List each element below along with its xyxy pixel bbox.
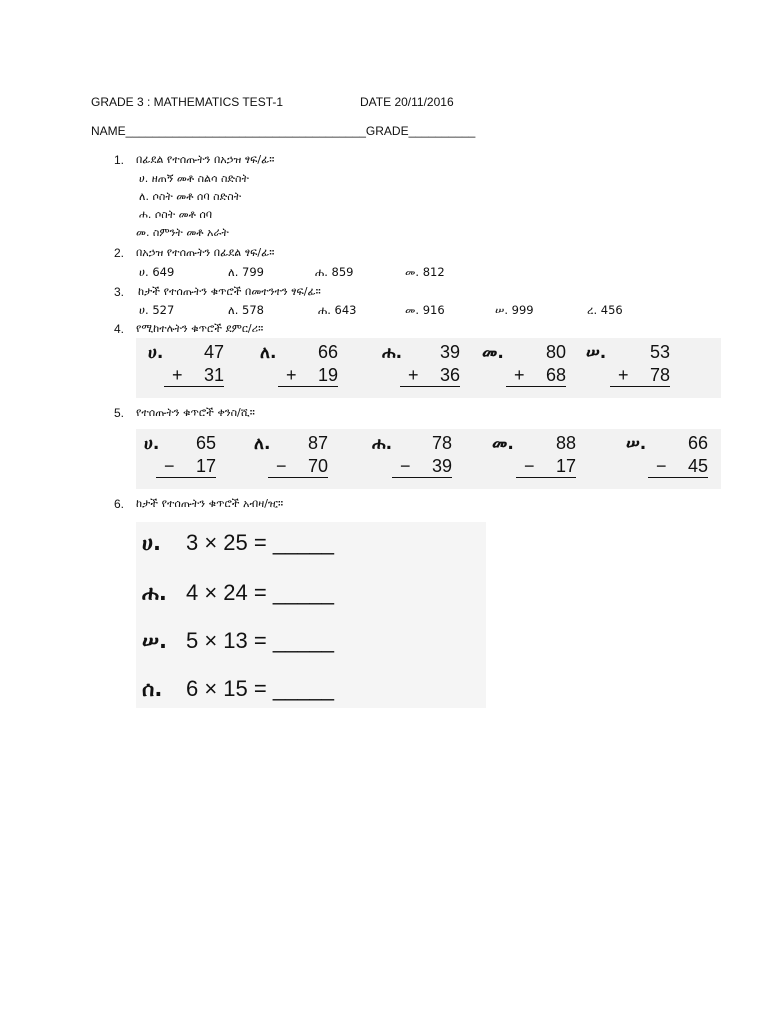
q3-item: ሀ. 527: [139, 303, 175, 317]
problem-bottom-row: [516, 456, 576, 478]
problem-bottom-row: [648, 456, 708, 478]
q1-item: መ. ስምንት መቶ አራት: [136, 226, 229, 239]
q1-item: ሀ. ዘጠኝ መቶ ስልሳ ስድስት: [139, 172, 249, 185]
question-6-number: 6.: [113, 497, 124, 511]
minus-sign: −: [656, 456, 667, 476]
question-4-text: የሚከተሉትን ቁጥሮች ደምር/ሪ።: [136, 322, 264, 335]
plus-sign: +: [408, 365, 419, 385]
problem-letter: ሀ.: [144, 434, 160, 454]
question-2-text: በአኃዝ የተሰጡትን በፊደል ፃፍ/ፊ።: [136, 246, 275, 259]
problem-top-number: 78: [431, 433, 452, 453]
question-6-text: ከታች የተሰጡትን ቁጥሮች አብዛ/ዢ።: [136, 497, 284, 510]
problem-top-number: 66: [317, 342, 338, 362]
problem-bottom-number: 17: [195, 456, 216, 476]
problem-bottom-row: [156, 456, 216, 478]
problem-bottom-number: 31: [203, 365, 224, 385]
multiplication-problem: [142, 580, 334, 606]
minus-sign: −: [164, 456, 175, 476]
q3-item: ሐ. 643: [318, 303, 357, 317]
problem-top-number: 47: [203, 342, 224, 362]
problem-letter: ሠ.: [626, 434, 647, 454]
problem-bottom-row: [506, 365, 566, 387]
problem-expression: 5 × 13 = _____: [186, 628, 335, 653]
problem-expression: 4 × 24 = _____: [186, 580, 335, 605]
problem-bottom-row: [278, 365, 338, 387]
q1-item: ሐ. ሶስት መቶ ሰባ: [139, 208, 213, 221]
problem-top-number: 39: [439, 342, 460, 362]
q3-item: ለ. 578: [228, 303, 264, 317]
multiplication-problems-panel: [136, 522, 486, 708]
minus-sign: −: [276, 456, 287, 476]
problem-bottom-number: 19: [317, 365, 338, 385]
problem-letter: ሠ.: [586, 343, 607, 363]
q3-item: መ. 916: [405, 303, 445, 317]
problem-bottom-row: [392, 456, 452, 478]
problem-letter: ሰ.: [142, 677, 163, 701]
problem-bottom-row: [268, 456, 328, 478]
problem-top-number: 80: [545, 342, 566, 362]
problem-bottom-number: 39: [431, 456, 452, 476]
question-3-number: 3.: [113, 285, 124, 299]
problem-expression: 3 × 25 = _____: [186, 530, 335, 555]
subtraction-problems-panel: [136, 429, 721, 489]
problem-letter: ሐ.: [142, 581, 167, 605]
question-2-number: 2.: [113, 246, 124, 260]
problem-letter: መ.: [482, 343, 504, 363]
problem-bottom-number: 68: [545, 365, 566, 385]
problem-top-number: 66: [687, 433, 708, 453]
q2-item: ሐ. 859: [315, 265, 354, 279]
problem-bottom-number: 78: [649, 365, 670, 385]
plus-sign: +: [286, 365, 297, 385]
problem-expression: 6 × 15 = _____: [186, 676, 335, 701]
plus-sign: +: [618, 365, 629, 385]
problem-bottom-number: 70: [307, 456, 328, 476]
question-1-text: በፊደል የተሰጡትን በአኃዝ ፃፍ/ፊ።: [136, 153, 275, 166]
problem-letter: ሀ.: [148, 343, 164, 363]
problem-bottom-number: 17: [555, 456, 576, 476]
minus-sign: −: [400, 456, 411, 476]
problem-letter: ሐ.: [382, 343, 403, 363]
problem-bottom-number: 36: [439, 365, 460, 385]
problem-bottom-row: [164, 365, 224, 387]
problem-letter: ሠ.: [142, 629, 168, 653]
problem-top-number: 53: [649, 342, 670, 362]
test-title: GRADE 3 : MATHEMATICS TEST-1: [91, 95, 284, 109]
q1-item: ለ. ሶስት መቶ ሰባ ስድስት: [139, 190, 242, 203]
multiplication-problem: [142, 628, 334, 654]
problem-letter: ሐ.: [372, 434, 393, 454]
question-5-text: የተሰጡትን ቁጥሮች ቀንስ/ሺ።: [136, 406, 255, 419]
minus-sign: −: [524, 456, 535, 476]
question-3-text: ከታች የተሰጡትን ቁጥሮች በመተንተን ፃፍ/ፊ።: [138, 285, 321, 298]
addition-problems-panel: [136, 338, 721, 398]
multiplication-problem: [142, 676, 334, 702]
name-grade-line: NAME____________________________________GRADE__________: [91, 124, 476, 138]
problem-top-number: 65: [195, 433, 216, 453]
q2-item: መ. 812: [405, 265, 445, 279]
problem-letter: ለ.: [260, 343, 277, 363]
question-5-number: 5.: [113, 406, 124, 420]
problem-bottom-number: 45: [687, 456, 708, 476]
problem-letter: ሀ.: [142, 531, 161, 555]
q2-item: ሀ. 649: [139, 265, 175, 279]
problem-top-number: 87: [307, 433, 328, 453]
q3-item: ሠ. 999: [495, 303, 534, 317]
multiplication-problem: [142, 530, 334, 556]
question-1-number: 1.: [113, 153, 124, 167]
test-date: DATE 20/11/2016: [360, 95, 454, 109]
problem-bottom-row: [610, 365, 670, 387]
q3-item: ረ. 456: [587, 303, 623, 317]
problem-letter: ለ.: [254, 434, 271, 454]
plus-sign: +: [172, 365, 183, 385]
question-4-number: 4.: [113, 322, 124, 336]
plus-sign: +: [514, 365, 525, 385]
q2-item: ለ. 799: [228, 265, 264, 279]
problem-letter: መ.: [492, 434, 514, 454]
problem-top-number: 88: [555, 433, 576, 453]
problem-bottom-row: [400, 365, 460, 387]
